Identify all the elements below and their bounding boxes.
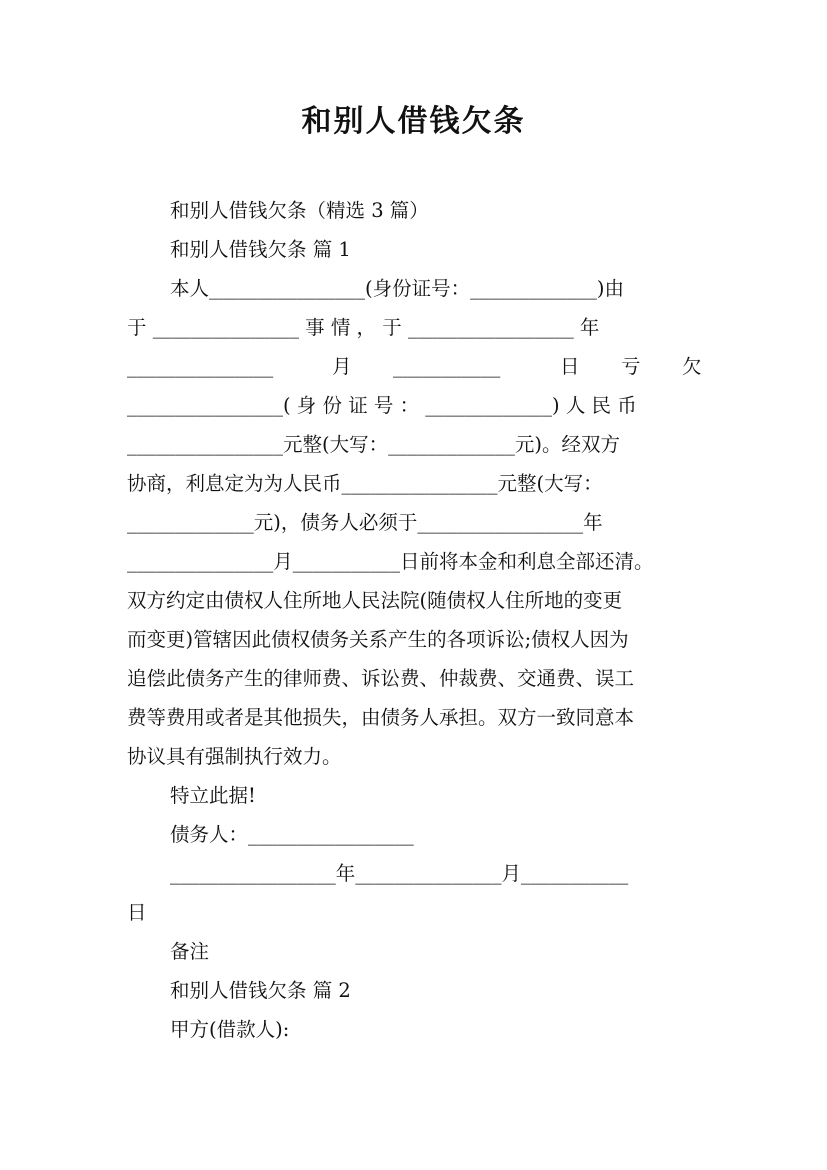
- paragraph-line: [0, 777, 827, 815]
- paragraph-line: [0, 582, 827, 620]
- text-line: 和别人借钱欠条 篇 1: [170, 238, 351, 261]
- text-line: 于 _______________ 事 情 ， 于 _________________ 年: [127, 316, 600, 339]
- paragraph-line: [0, 192, 827, 230]
- text-line: 日: [127, 901, 147, 924]
- paragraph-line: [0, 543, 827, 581]
- text-line: _______________月___________日前将本金和利息全部还清。: [127, 550, 654, 573]
- debtor-signature-line: 债务人：_________________: [170, 823, 414, 846]
- paragraph-line: [0, 621, 827, 659]
- text-line: 协商，利息定为为人民币________________元整(大写：: [127, 472, 603, 495]
- paragraph-line: [0, 699, 827, 737]
- paragraph-line: [0, 387, 827, 425]
- paragraph-line: [0, 465, 827, 503]
- text-line: _____________元)，债务人必须于_________________年: [127, 511, 603, 534]
- text-line: 本人________________(身份证号：_____________)由: [170, 277, 624, 300]
- paragraph-line: [0, 426, 827, 464]
- text-line: 特立此据!: [170, 784, 256, 807]
- paragraph-line: [0, 348, 827, 386]
- paragraph-line: [0, 816, 827, 854]
- text-fragment: 日: [560, 355, 580, 378]
- text-fragment: 亏: [621, 355, 641, 378]
- section-heading: 和别人借钱欠条 篇 2: [170, 979, 351, 1002]
- text-fragment: _______________: [127, 355, 274, 378]
- paragraph-line: [0, 972, 827, 1010]
- paragraph-line: [0, 933, 827, 971]
- date-line: _________________年_______________月___________: [170, 862, 629, 885]
- text-line: 追偿此债务产生的律师费、诉讼费、仲裁费、交通费、误工: [127, 667, 635, 690]
- text-line: 协议具有强制执行效力。: [127, 745, 342, 768]
- text-line: ________________( 身 份 证 号 ： _____________) 人 民 币: [127, 394, 637, 417]
- paragraph-line: [0, 855, 827, 893]
- text-line: 而变更)管辖因此债权债务关系产生的各项诉讼;债权人因为: [127, 628, 629, 651]
- document-title: 和别人借钱欠条: [301, 104, 526, 139]
- text-fragment: 月: [332, 355, 352, 378]
- text-line: 和别人借钱欠条（精选 3 篇）: [170, 199, 429, 222]
- paragraph-line: [0, 231, 827, 269]
- text-line: 双方约定由债权人住所地人民法院(随债权人住所地的变更: [127, 589, 623, 612]
- text-line: 备注: [170, 940, 210, 963]
- paragraph-line: [0, 504, 827, 542]
- text-fragment: 欠: [682, 355, 702, 378]
- text-line: ________________元整(大写：_____________元)。经双方: [127, 433, 620, 456]
- paragraph-line: [0, 309, 827, 347]
- paragraph-line: [0, 270, 827, 308]
- paragraph-line: [0, 660, 827, 698]
- text-fragment: ___________: [393, 355, 501, 378]
- paragraph-line: [0, 1011, 827, 1049]
- text-line: 甲方(借款人):: [170, 1018, 290, 1041]
- text-line: 费等费用或者是其他损失，由债务人承担。双方一致同意本: [127, 706, 635, 729]
- paragraph-line: [0, 894, 827, 932]
- paragraph-line: [0, 738, 827, 776]
